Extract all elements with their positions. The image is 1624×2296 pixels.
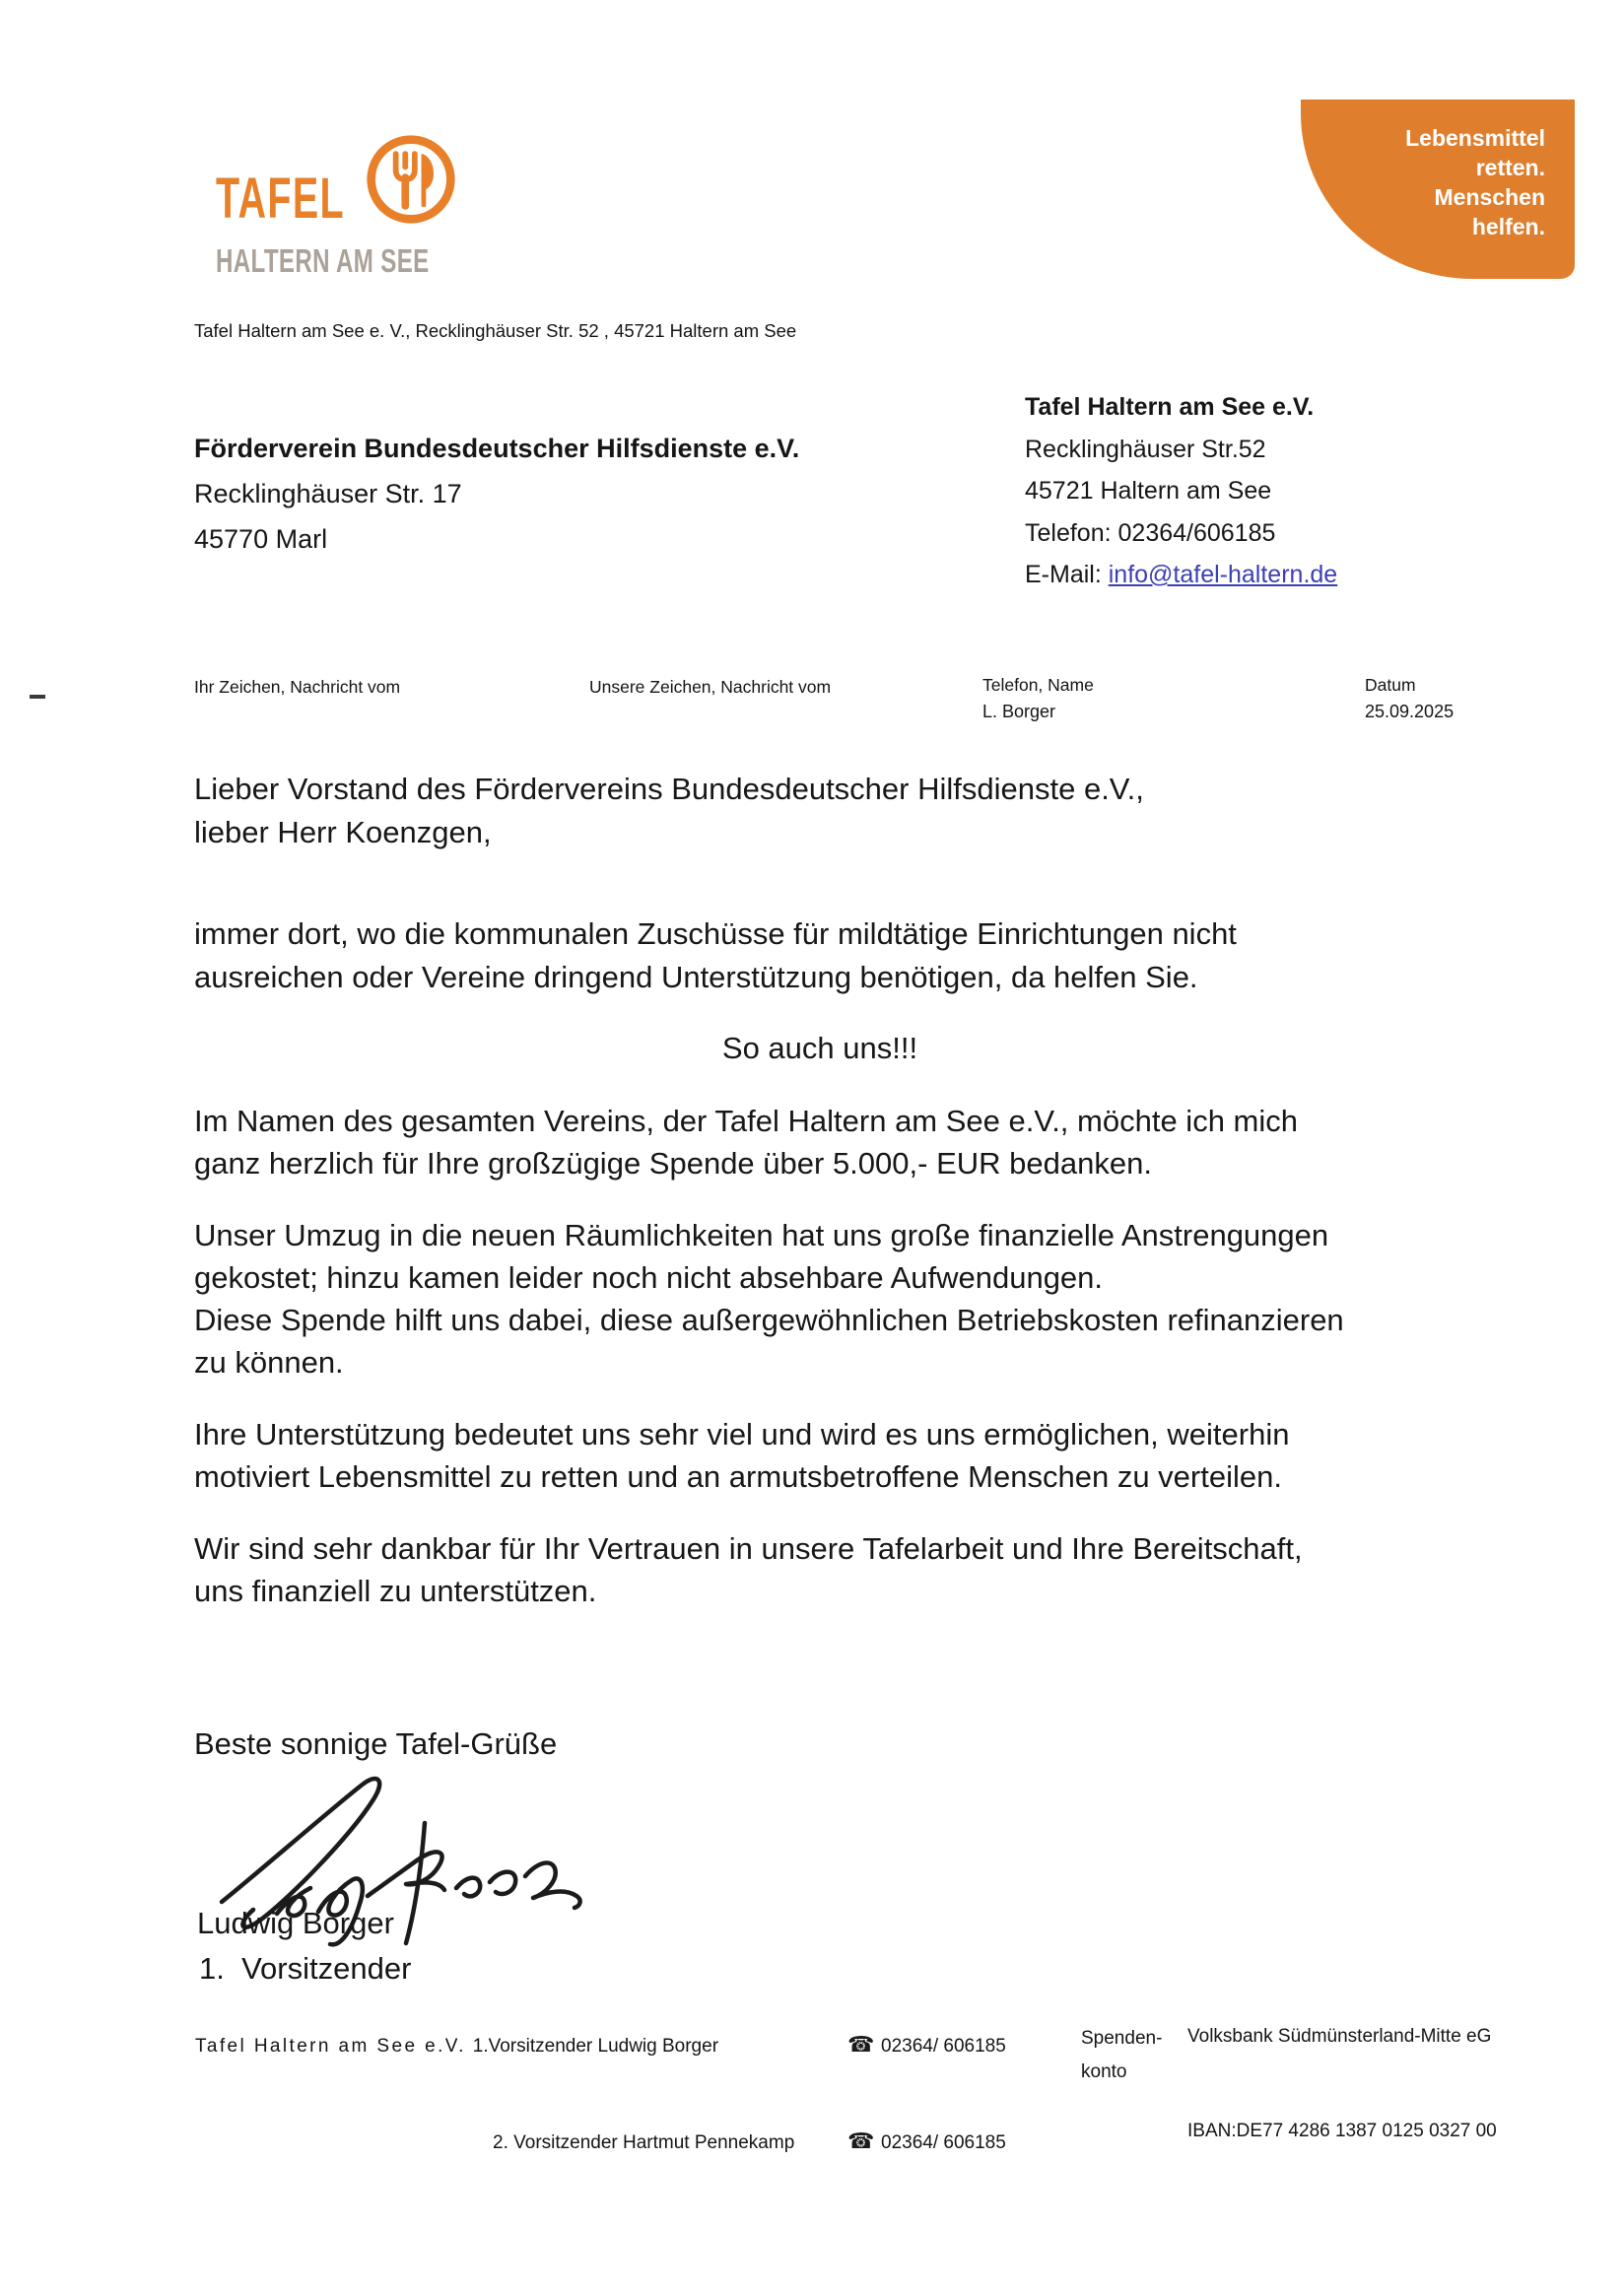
claim-badge-line: helfen.: [1471, 214, 1545, 239]
body-line: ausreichen oder Vereine dringend Unterstützung benötigen, da helfen Sie.: [194, 960, 1198, 994]
org-city: 45721 Haltern am See: [1025, 477, 1272, 505]
footer-iban: IBAN:DE77 4286 1387 0125 0327 00: [1187, 2121, 1497, 2141]
body-line: immer dort, wo die kommunalen Zuschüsse für mildtätige Einrichtungen nicht: [194, 916, 1237, 951]
footer-account-label-2: konto: [1081, 2061, 1127, 2082]
fork-knife-circle-icon: [364, 132, 458, 227]
org-email-link[interactable]: info@tafel-haltern.de: [1108, 561, 1338, 588]
recipient-city: 45770 Marl: [194, 524, 328, 554]
body-line: ganz herzlich für Ihre großzügige Spende über 5.000,- EUR bedanken.: [194, 1146, 1152, 1181]
ref-phone-name-value: L. Borger: [982, 702, 1056, 721]
org-email-label: E-Mail:: [1025, 561, 1109, 588]
claim-badge-line: Lebensmittel: [1405, 125, 1545, 151]
footer-row2-phone: 02364/ 606185: [881, 2132, 1006, 2153]
body-line: uns finanziell zu unterstützen.: [194, 1574, 597, 1608]
footer-account-label-1: Spenden-: [1081, 2028, 1163, 2049]
ref-date-label: Datum: [1365, 675, 1416, 695]
org-phone: Telefon: 02364/606185: [1025, 518, 1276, 547]
body-line: motiviert Lebensmittel zu retten und an armutsbetroffene Menschen zu verteilen.: [194, 1459, 1282, 1494]
body-line: Im Namen des gesamten Vereins, der Tafel Haltern am See e.V., möchte ich mich: [194, 1104, 1298, 1138]
tafel-logo-subtitle: HALTERN AM SEE: [216, 242, 430, 279]
ref-date-value: 25.09.2025: [1365, 702, 1455, 721]
ref-our-sign-label: Unsere Zeichen, Nachricht vom: [589, 677, 832, 697]
recipient-address: [194, 426, 799, 562]
fold-mark: [30, 695, 45, 699]
footer-row1-org: [195, 2036, 718, 2058]
claim-badge-line: Menschen: [1434, 184, 1545, 210]
body-line: zu können.: [194, 1345, 344, 1380]
salutation-line: lieber Herr Koenzgen,: [194, 815, 492, 849]
recipient-name: Förderverein Bundesdeutscher Hilfsdienste e.V.: [194, 434, 800, 463]
footer-org-name: Tafel Haltern am See e.V.: [195, 2036, 466, 2057]
org-street: Recklinghäuser Str.52: [1025, 435, 1266, 463]
signer-title: 1. Vorsitzender: [199, 1951, 412, 1986]
claim-badge: [1301, 100, 1575, 279]
body-line: Unser Umzug in die neuen Räumlichkeiten hat uns große finanzielle Anstrengungen: [194, 1218, 1329, 1252]
tafel-logo-wordmark: TAFEL: [216, 167, 345, 231]
claim-badge-line: retten.: [1475, 155, 1545, 180]
phone-icon: ☎: [847, 2032, 875, 2057]
sender-return-line: Tafel Haltern am See e. V., Recklinghäuser Str. 52 , 45721 Haltern am See: [194, 320, 797, 341]
org-email-line: [1025, 554, 1337, 596]
org-name: Tafel Haltern am See e.V.: [1025, 393, 1315, 421]
ref-phone-name-label: Telefon, Name: [982, 675, 1094, 695]
phone-icon: ☎: [847, 2128, 875, 2153]
closing-line: Beste sonnige Tafel-Grüße: [194, 1726, 558, 1761]
body-line-centered: So auch uns!!!: [721, 1031, 918, 1065]
body-line: Wir sind sehr dankbar für Ihr Vertrauen in unsere Tafelarbeit und Ihre Bereitschaft,: [194, 1531, 1303, 1566]
body-line: Diese Spende hilft uns dabei, diese außergewöhnlichen Betriebskosten refinanzieren: [194, 1303, 1344, 1337]
recipient-street: Recklinghäuser Str. 17: [194, 479, 462, 508]
footer-row2-role: 2. Vorsitzender Hartmut Pennekamp: [493, 2132, 795, 2153]
footer-bank-name: Volksbank Südmünsterland-Mitte eG: [1187, 2026, 1492, 2047]
signer-name: Ludwig Borger: [197, 1906, 394, 1940]
body-line: gekostet; hinzu kamen leider noch nicht absehbare Aufwendungen.: [194, 1260, 1104, 1295]
footer-org-role: 1.Vorsitzender Ludwig Borger: [472, 2036, 719, 2057]
org-contact-block: [1025, 386, 1337, 596]
ref-your-sign-label: Ihr Zeichen, Nachricht vom: [194, 677, 401, 697]
footer-row1-phone: 02364/ 606185: [881, 2036, 1006, 2057]
salutation-line: Lieber Vorstand des Fördervereins Bundesdeutscher Hilfsdienste e.V.,: [194, 772, 1144, 806]
body-line: Ihre Unterstützung bedeutet uns sehr viel und wird es uns ermöglichen, weiterhin: [194, 1417, 1290, 1452]
